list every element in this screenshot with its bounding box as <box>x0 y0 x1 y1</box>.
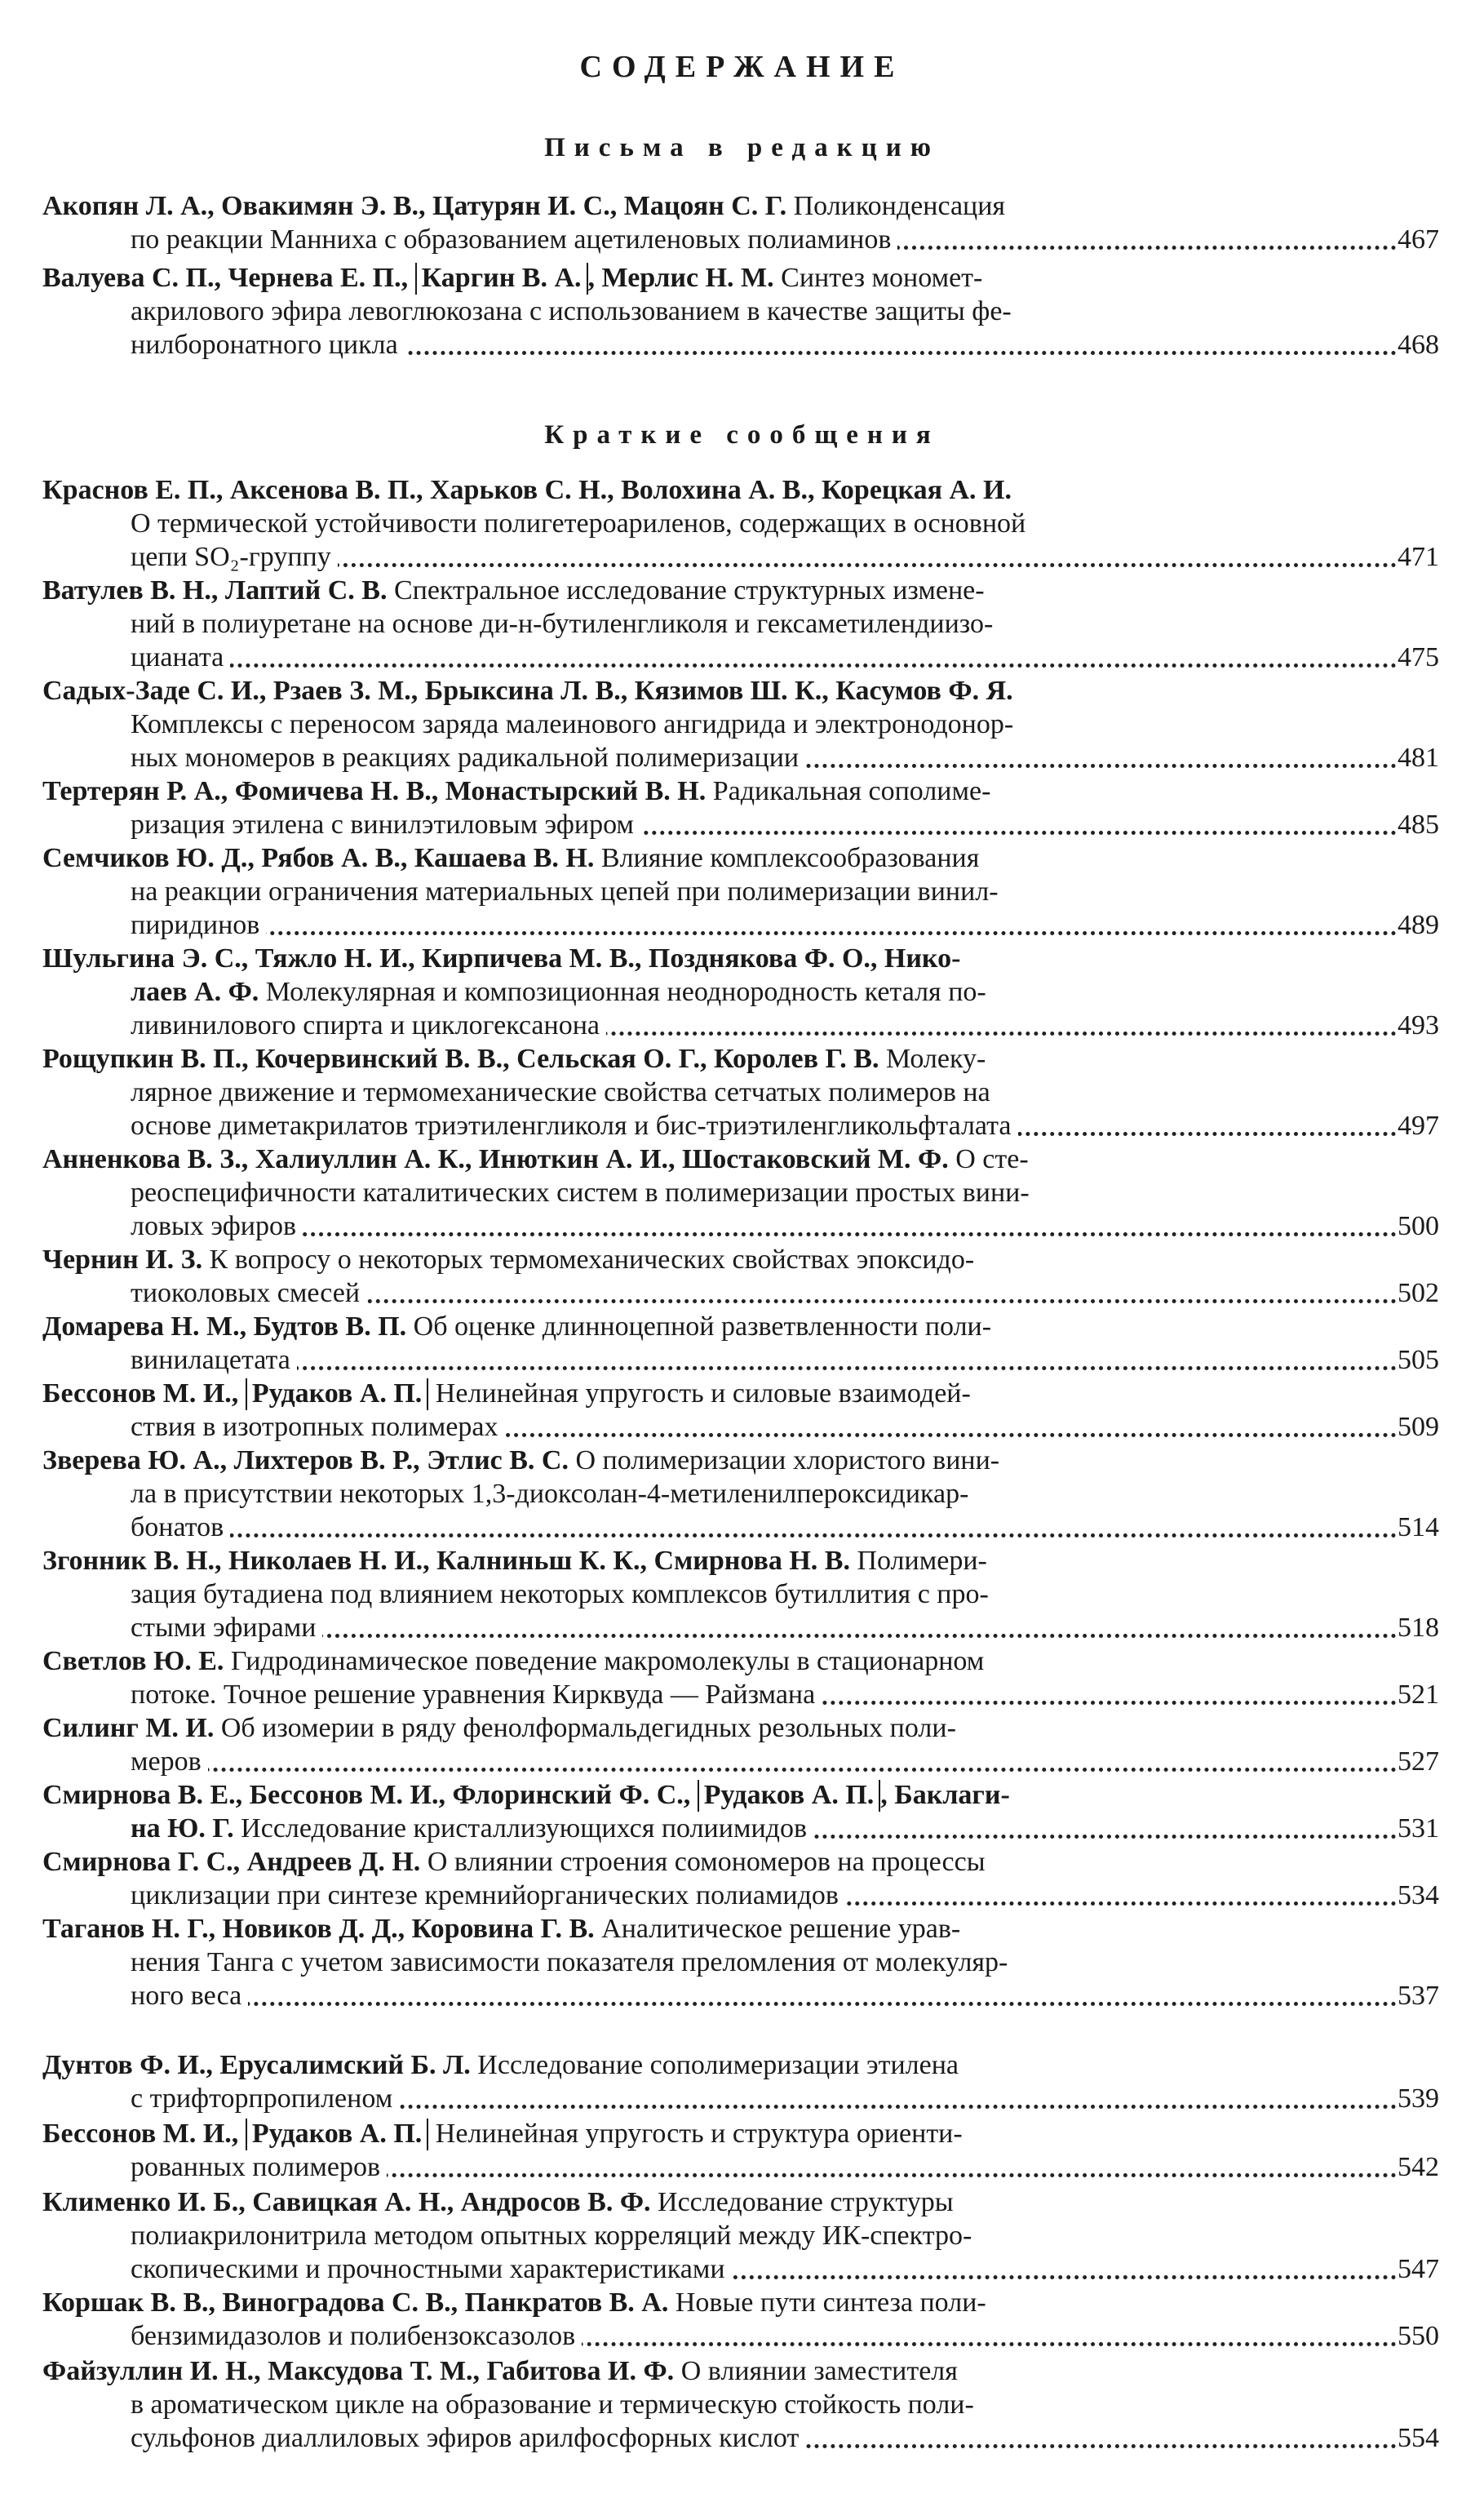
entry-page-number: 521 <box>1398 1679 1439 1710</box>
entry-authors: Файзуллин И. Н., Максудова Т. М., Габитова И. Ф. <box>42 2356 675 2386</box>
entry-title-cont: рованных полимеров <box>131 2152 387 2182</box>
entry-page-number: 505 <box>1398 1345 1439 1375</box>
entry-page-number: 539 <box>1398 2083 1439 2114</box>
entry-title: Нелинейная упругость и силовые взаимодей- <box>435 1378 971 1409</box>
entry-title-cont: потоке. Точное решение уравнения Кирквуда — Райзмана <box>131 1679 822 1710</box>
section-heading-short: Краткие сообщения <box>544 420 940 450</box>
entry-authors: Светлов Ю. Е. <box>42 1646 224 1676</box>
toc-entry[interactable] <box>42 1912 1439 2012</box>
entry-title-cont: в ароматическом цикле на образование и термическую стойкость поли- <box>131 2389 974 2420</box>
entry-title-cont: акрилового эфира левоглюкозана с использованием в качестве защиты фе- <box>131 296 1012 326</box>
entry-page-number: 537 <box>1398 1981 1439 2011</box>
entry-page-number: 509 <box>1398 1412 1439 1442</box>
entry-page-number: 542 <box>1398 2152 1439 2182</box>
entry-title: Радикальная сополиме- <box>712 776 991 806</box>
entry-title-cont: винилацетата <box>131 1345 297 1375</box>
toc-entry[interactable] <box>42 1310 1439 1377</box>
entry-page-number: 534 <box>1398 1880 1439 1910</box>
entry-authors: Згонник В. Н., Николаев Н. И., Калниньш К. К., Смирнова Н. В. <box>42 1546 850 1576</box>
entry-title: Синтез мономет- <box>781 263 983 293</box>
entry-title: Исследование структуры <box>658 2187 954 2217</box>
entry-authors: Ватулев В. Н., Лаптий С. В. <box>42 575 388 606</box>
entry-page-number: 497 <box>1398 1111 1439 1141</box>
entry-authors: Рощупкин В. П., Кочервинский В. В., Сельская О. Г., Королев Г. В. <box>42 1044 879 1074</box>
entry-page-number: 481 <box>1398 743 1439 773</box>
entry-authors: Шульгина Э. С., Тяжло Н. И., Кирпичева М. В., Позднякова Ф. О., Нико- <box>42 943 961 974</box>
entry-title-cont: меров <box>131 1746 208 1777</box>
entry-authors-cont: на Ю. Г. <box>131 1813 234 1844</box>
entry-authors: Бессонов М. И., <box>42 1378 239 1409</box>
boxed-author: Рудаков А. П. <box>246 1378 428 1410</box>
entry-authors-after: , Баклаги- <box>880 1780 1010 1810</box>
entry-page-number: 531 <box>1398 1813 1439 1844</box>
entry-title: Новые пути синтеза поли- <box>675 2287 986 2318</box>
entry-page-number: 502 <box>1398 1278 1439 1308</box>
toc-entry[interactable] <box>42 2354 1439 2455</box>
entry-page-number: 467 <box>1398 224 1439 255</box>
entry-title-cont: тиоколовых смесей <box>131 1278 366 1308</box>
entry-authors: Семчиков Ю. Д., Рябов А. В., Кашаева В. Н. <box>42 843 595 873</box>
entry-authors: Силинг М. И. <box>42 1713 215 1743</box>
entry-title-cont: циклизации при синтезе кремнийорганических полиамидов <box>131 1880 845 1910</box>
entry-title-cont: бонатов <box>131 1512 230 1542</box>
entry-page-number: 485 <box>1398 810 1439 840</box>
toc-entry[interactable] <box>42 2117 1439 2184</box>
entry-title-cont: лярное движение и термомеханические свойства сетчатых полимеров на <box>131 1077 990 1107</box>
entry-page-number: 468 <box>1398 330 1439 360</box>
entry-page-number: 471 <box>1398 542 1439 572</box>
toc-entry[interactable] <box>42 774 1439 841</box>
entry-authors: Садых-Заде С. И., Рзаев З. М., Брыксина Л. В., Кязимов Ш. К., Касумов Ф. Я. <box>42 676 1013 706</box>
entry-authors-after: , Мерлис Н. М. <box>587 263 774 293</box>
entry-title: О влиянии строения сомономеров на процессы <box>427 1847 986 1877</box>
entry-page-number: 475 <box>1398 642 1439 672</box>
entry-title-cont: стыми эфирами <box>131 1613 322 1643</box>
entry-title-cont: бензимидазолов и полибензоксазолов <box>131 2321 582 2351</box>
entry-authors: Чернин И. З. <box>42 1245 203 1275</box>
entry-title: Влияние комплексообразования <box>600 843 980 873</box>
entry-authors: Клименко И. Б., Савицкая А. Н., Андросов В. Ф. <box>42 2187 651 2217</box>
entry-title: Об изомерии в ряду фенолформальдегидных резольных поли- <box>220 1713 956 1743</box>
entry-title: Гидродинамическое поведение макромолекулы в стационарном <box>230 1646 985 1676</box>
entry-title-cont: ловых эфиров <box>131 1211 303 1241</box>
toc-entry[interactable] <box>42 1644 1439 1711</box>
entry-title: О сте- <box>955 1144 1029 1174</box>
toc-entry[interactable] <box>42 942 1439 1042</box>
entry-title-cont: с трифторпропиленом <box>131 2083 399 2114</box>
entry-authors: Смирнова В. Е., Бессонов М. И., Флоринский Ф. С., <box>42 1780 691 1810</box>
entry-title: Поликонденсация <box>793 191 1006 221</box>
toc-entry[interactable] <box>42 1544 1439 1644</box>
entry-title-cont: ний в полиуретане на основе ди-н-бутиленгликоля и гексаметилендиизо- <box>131 609 994 639</box>
entry-authors: Смирнова Г. С., Андреев Д. Н. <box>42 1847 421 1877</box>
boxed-author: Каргин В. А. <box>415 263 588 295</box>
page-title: СОДЕРЖАНИЕ <box>579 50 905 84</box>
entry-authors: Домарева Н. М., Будтов В. П. <box>42 1311 407 1342</box>
entry-title: Нелинейная упругость и структура ориенти- <box>435 2119 963 2149</box>
entry-authors: Дунтов Ф. И., Ерусалимский Б. Л. <box>42 2050 471 2080</box>
entry-authors: Бессонов М. И., <box>42 2119 239 2149</box>
entry-authors: Тертерян Р. А., Фомичева Н. В., Монастырский В. Н. <box>42 776 707 806</box>
entry-title-cont: сульфонов диаллиловых эфиров арилфосфорных кислот <box>131 2423 805 2453</box>
entry-title-cont: по реакции Манниха с образованием ацетиленовых полиаминов <box>131 224 897 255</box>
section-heading-letters: Письма в редакцию <box>544 133 940 162</box>
entry-title: К вопросу о некоторых термомеханических свойствах эпоксидо- <box>209 1245 975 1275</box>
entry-title-cont: на реакции ограничения материальных цепей при полимеризации винил- <box>131 876 999 907</box>
entry-title-cont: ного веса <box>131 1981 248 2011</box>
entry-title: Исследование сополимеризации этилена <box>477 2050 959 2080</box>
toc-entry[interactable] <box>42 2185 1439 2286</box>
entry-page-number: 493 <box>1398 1010 1439 1041</box>
entry-title-cont: нилборонатного цикла <box>131 330 405 360</box>
entry-title-cont: зация бутадиена под влиянием некоторых комплексов бутиллития с про- <box>131 1579 989 1609</box>
entry-page-number: 554 <box>1398 2423 1439 2453</box>
entry-authors-cont: лаев А. Ф. <box>131 977 259 1007</box>
entry-page-number: 550 <box>1398 2321 1439 2351</box>
toc-entry[interactable] <box>42 189 1439 256</box>
toc-entry[interactable] <box>42 1711 1439 1778</box>
boxed-author: Рудаков А. П. <box>698 1780 880 1812</box>
entry-title: Об оценке длинноцепной разветвленности поли- <box>413 1311 992 1342</box>
toc-entry[interactable] <box>42 1778 1439 1845</box>
entry-authors: Таганов Н. Г., Новиков Д. Д., Коровина Г. В. <box>42 1914 595 1944</box>
entry-title: О термической устойчивости полигетероариленов, содержащих в основной <box>131 508 1026 539</box>
toc-entry[interactable] <box>42 1444 1439 1544</box>
toc-entry[interactable] <box>42 1243 1439 1310</box>
toc-entry[interactable] <box>42 574 1439 674</box>
boxed-author: Рудаков А. П. <box>246 2119 428 2150</box>
toc-entry[interactable] <box>42 1042 1439 1143</box>
entry-title-cont: основе диметакрилатов триэтиленгликоля и бис-триэтиленгликольфталата <box>131 1111 1018 1141</box>
entry-title: Исследование кристаллизующихся полиимидов <box>241 1813 808 1844</box>
entry-title-cont: нения Танга с учетом зависимости показателя преломления от молекуляр- <box>131 1947 1008 1977</box>
toc-entry[interactable] <box>42 2048 1439 2115</box>
entry-title-cont: скопическими и прочностными характеристиками <box>131 2254 732 2284</box>
toc-entry[interactable] <box>42 841 1439 942</box>
entry-page-number: 489 <box>1398 910 1439 940</box>
entry-title: Полимери- <box>857 1546 987 1576</box>
entry-title: Молеку- <box>885 1044 986 1074</box>
toc-entry[interactable] <box>42 473 1439 574</box>
entry-page-number: 527 <box>1398 1746 1439 1777</box>
entry-title-cont: реоспецифичности каталитических систем в полимеризации простых вини- <box>131 1178 1030 1208</box>
entry-title: О полимеризации хлористого вини- <box>575 1445 1000 1475</box>
toc-entry[interactable] <box>42 1845 1439 1912</box>
toc-entry[interactable] <box>42 1143 1439 1243</box>
entry-authors: Краснов Е. П., Аксенова В. П., Харьков С. Н., Волохина А. В., Корецкая А. И. <box>42 475 1012 505</box>
entry-authors: Коршак В. В., Виноградова С. В., Панкратов В. А. <box>42 2287 669 2318</box>
entry-authors: Анненкова В. З., Халиуллин А. К., Инюткин А. И., Шостаковский М. Ф. <box>42 1144 949 1174</box>
entry-title-cont: ных мономеров в реакциях радикальной полимеризации <box>131 743 805 773</box>
toc-entry[interactable] <box>42 674 1439 774</box>
entry-page-number: 500 <box>1398 1211 1439 1241</box>
entry-title-cont: ливинилового спирта и циклогексанона <box>131 1010 606 1041</box>
entry-page-number: 514 <box>1398 1512 1439 1542</box>
entry-page-number: 518 <box>1398 1613 1439 1643</box>
toc-entry[interactable] <box>42 1377 1439 1444</box>
entry-authors: Зверева Ю. А., Лихтеров В. Р., Этлис В. С. <box>42 1445 569 1475</box>
entry-authors: Валуева С. П., Чернева Е. П., <box>42 263 409 293</box>
entry-title-cont: пиридинов <box>131 910 266 940</box>
entry-title: Молекулярная и композиционная неоднородность кеталя по- <box>265 977 986 1007</box>
toc-entry[interactable] <box>42 2286 1439 2353</box>
entry-title-cont: полиакрилонитрила методом опытных корреляций между ИК-спектро- <box>131 2221 972 2251</box>
entry-title: О влиянии заместителя <box>680 2356 958 2386</box>
entry-title: Аналитическое решение урав- <box>601 1914 961 1944</box>
entry-title-cont: ствия в изотропных полимерах <box>131 1412 504 1442</box>
toc-entry[interactable] <box>42 261 1439 362</box>
entry-page-number: 547 <box>1398 2254 1439 2284</box>
entry-title-cont: цианата <box>131 642 230 672</box>
entry-title: Комплексы с переносом заряда малеинового ангидрида и электронодонор- <box>131 709 1014 739</box>
entry-title-cont: ризация этилена с винилэтиловым эфиром <box>131 810 640 840</box>
entry-title-cont: ла в присутствии некоторых 1,3-диоксолан-4-метиленилпероксидикар- <box>131 1479 969 1509</box>
entry-title: Спектральное исследование структурных измене- <box>393 575 985 606</box>
entry-authors: Акопян Л. А., Овакимян Э. В., Цатурян И. С., Мацоян С. Г. <box>42 191 787 221</box>
entry-title-cont: цепи SO₂-группу <box>131 542 338 572</box>
